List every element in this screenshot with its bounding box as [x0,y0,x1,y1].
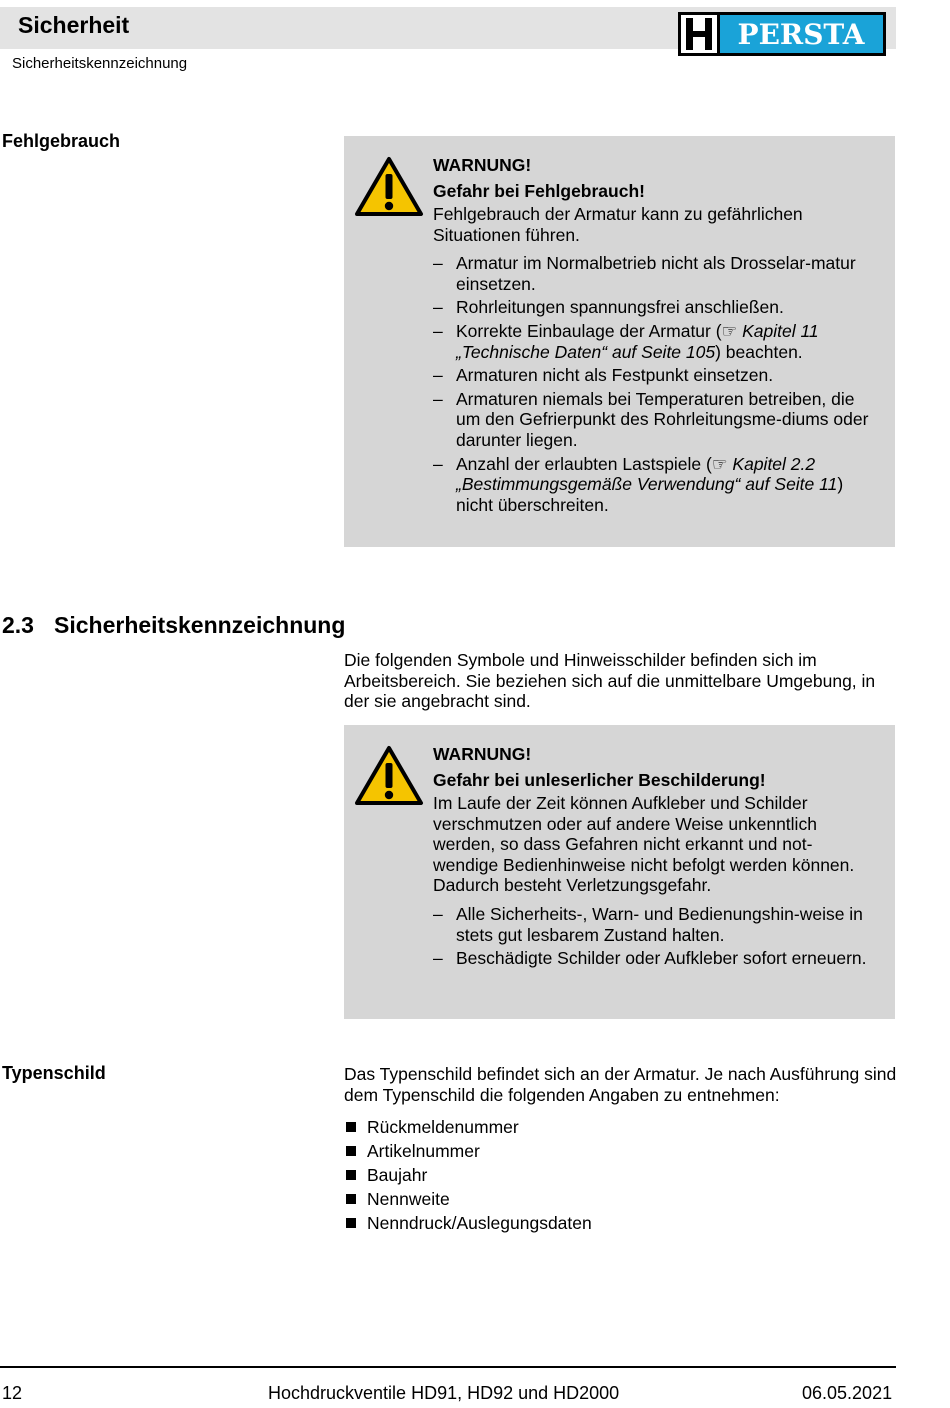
square-bullet-icon [346,1218,356,1228]
footer-date: 06.05.2021 [802,1383,893,1403]
warning-heading: Gefahr bei Fehlgebrauch! [433,181,645,201]
section-intro-text: Die folgenden Symbole und Hinweisschilder befinden sich im Arbeitsbereich. Sie beziehen sich auf die unmittelbare Umgebung, in der sie angebracht sind. [344,650,876,712]
square-bullet-icon [346,1146,356,1156]
section-title [2,612,345,639]
square-bullet-icon [346,1194,356,1204]
list-item: – Alle Sicherheits-, Warn- und Bedienungshin-weise in stets gut lesbarem Zustand halten. [433,903,863,945]
nameplate-list [344,1115,904,1235]
nameplate-content [344,1064,904,1235]
footer-divider [0,1366,896,1368]
section-number: 2.3 [2,612,34,638]
list-item: Nenndruck/Auslegungsdaten [344,1211,904,1235]
page-header-title: Sicherheit [18,12,130,38]
nameplate-side-label: Typenschild [2,1063,106,1083]
misuse-warning-box [344,136,895,547]
warning-description: Im Laufe der Zeit können Aufkleber und Schilder verschmutzen oder auf andere Weise unkenntlich werden, so dass Gefahren nicht erkannt und not-wendige Bedienhinweise nicht befolgt werden können. Dadurch besteht Verletzungsgefahr. [433,793,855,896]
list-item: – Korrekte Einbaulage der Armatur (☞ Kapitel 11 „Technische Daten“ auf Seite 105) beachten. [433,320,819,362]
list-item: Nennweite [344,1187,904,1211]
list-item: – Beschädigte Schilder oder Aufkleber sofort erneuern. [433,948,867,969]
list-item: – Armaturen niemals bei Temperaturen betreiben, die um den Gefrierpunkt des Rohrleitungsme-diums oder darunter liegen. [433,388,869,450]
list-item: – Anzahl der erlaubten Lastspiele (☞ Kapitel 2.2 „Bestimmungsgemäße Verwendung“ auf Seite 11) nicht überschreiten. [433,453,844,515]
hand-pointer-icon: ☞ [711,453,733,474]
warning-signal-word: WARNUNG! [433,155,532,175]
list-item: Artikelnummer [344,1139,904,1163]
persta-logo [678,12,886,56]
chapter-reference-link[interactable]: Kapitel 11 „Technische Daten“ auf Seite 105 [456,320,819,362]
warning-signal-word: WARNUNG! [433,744,532,764]
logo-text: PERSTA [737,18,865,51]
signage-warning-box [344,725,895,1019]
warning-triangle-icon [354,745,424,807]
list-item: Baujahr [344,1163,904,1187]
square-bullet-icon [346,1122,356,1132]
warning-description: Fehlgebrauch der Armatur kann zu gefährlichen Situationen führen. [433,204,803,245]
section-title-text: Sicherheitskennzeichnung [54,612,346,638]
warning-heading: Gefahr bei unleserlicher Beschilderung! [433,770,766,790]
misuse-measures-list [433,253,873,515]
list-item: – Rohrleitungen spannungsfrei anschließen. [433,297,784,318]
section-intro [344,650,894,712]
hand-pointer-icon: ☞ [721,320,743,341]
page-header-subtitle: Sicherheitskennzeichnung [12,55,188,72]
misuse-side-label: Fehlgebrauch [2,131,121,151]
nameplate-text: Das Typenschild befindet sich an der Armatur. Je nach Ausführung sind dem Typenschild die folgenden Angaben zu entnehmen: [344,1064,897,1105]
list-item: – Armatur im Normalbetrieb nicht als Drosselar-matur einsetzen. [433,253,856,294]
signage-measures-list [433,904,873,969]
chapter-reference-link[interactable]: Kapitel 2.2 „Bestimmungsgemäße Verwendung“ auf Seite 11 [456,453,838,495]
misuse-warning-text [433,152,873,518]
footer-document-title: Hochdruckventile HD91, HD92 und HD2000 [268,1383,620,1403]
footer-page-number: 12 [2,1383,23,1403]
list-item: – Armaturen nicht als Festpunkt einsetzen. [433,365,774,386]
signage-warning-text [433,741,873,972]
square-bullet-icon [346,1170,356,1180]
list-item: Rückmeldenummer [344,1115,904,1139]
warning-triangle-icon [354,156,424,218]
